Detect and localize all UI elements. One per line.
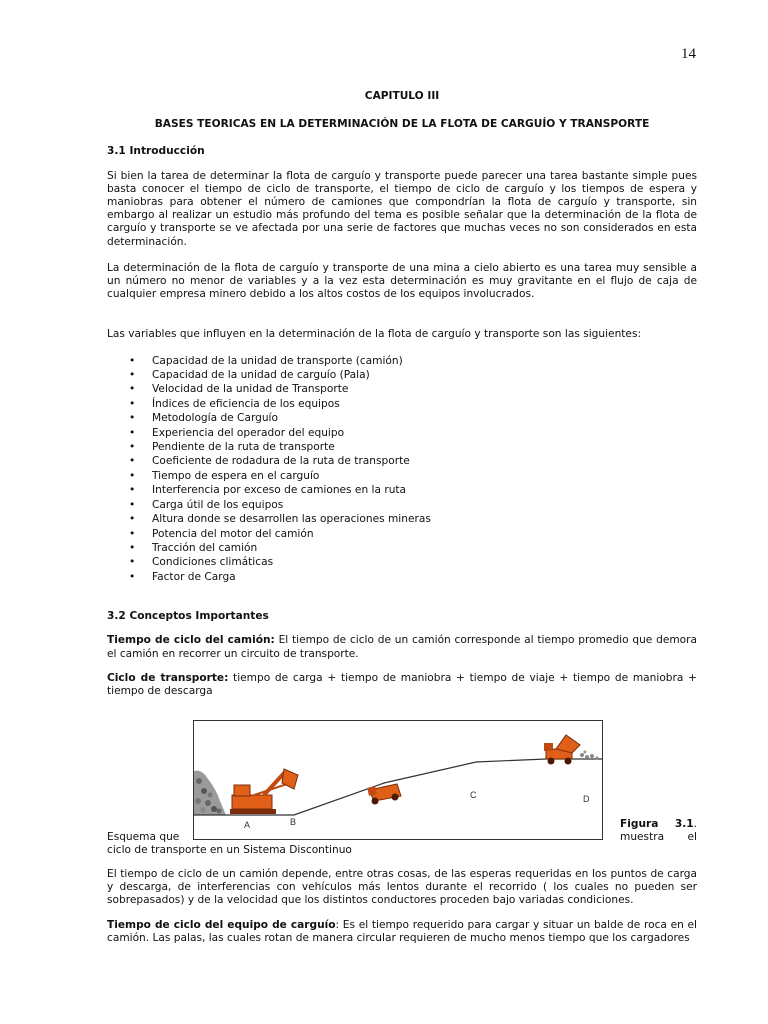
list-item: • Interferencia por exceso de camiones en la ruta [107,483,697,497]
definition-ciclo-carguio [107,919,697,945]
document-body-continued [107,868,697,956]
list-item: • Metodología de Carguío [107,411,697,425]
paragraph-intro-2: La determinación de la flota de carguío y transporte de una mina a cielo abierto es una tarea muy sensible a un número no menor de variables y a la vez esta determinación es muy gravitante en el flujo de caja de cualquier empresa minero debido a los altos costos de los equipos involucrados. [107,261,697,301]
section-heading-conceptos: 3.2 Conceptos Importantes [107,610,269,623]
list-item: • Coeficiente de rodadura de la ruta de transporte [107,454,697,468]
figure-caption-left [107,831,352,857]
definition-term: Tiempo de ciclo del camión: [107,634,275,647]
shovel-icon [230,769,298,814]
list-item: • Carga útil de los equipos [107,498,697,512]
haul-cycle-diagram [194,721,602,839]
definition-ciclo-camion [107,634,697,660]
document-body [107,90,697,709]
point-c-label: C [470,790,477,800]
figure-caption-right: Figura 3.1. muestra el [620,818,697,844]
variables-list [107,354,697,585]
list-item: • Condiciones climáticas [107,555,697,569]
definition-text: El tiempo de ciclo de un camión corresponde al tiempo promedio que demora el camión en recorrer un circuito de transporte. [107,634,698,660]
list-item: • Velocidad de la unidad de Transporte [107,382,697,396]
rock-pile-icon [194,771,226,815]
dump-truck-icon [544,735,599,765]
list-item: • Índices de eficiencia de los equipos [107,397,697,411]
list-item: • Tiempo de espera en el carguío [107,469,697,483]
list-item: • Pendiente de la ruta de transporte [107,440,697,454]
truck-icon [367,784,401,805]
figure-caption-word: el [687,831,697,844]
figure-caption-text: Esquema que [107,831,180,843]
definition-term: Ciclo de transporte: [107,671,229,684]
figure-caption-text: ciclo de transporte en un Sistema Discontinuo [107,844,352,857]
page-number: 14 [681,46,696,62]
paragraph-variables-lead: Las variables que influyen en la determinación de la flota de carguío y transporte son las siguientes: [107,328,642,341]
definition-ciclo-transporte [107,672,697,698]
definition-term: Tiempo de ciclo del equipo de carguío [107,918,336,931]
list-item: • Altura donde se desarrollen las operaciones mineras [107,512,697,526]
list-item: • Factor de Carga [107,570,697,584]
list-item: • Capacidad de la unidad de carguío (Pala) [107,368,697,382]
definition-text: tiempo de carga + tiempo de maniobra + tiempo de viaje + tiempo de maniobra + tiempo de descarga [107,671,697,697]
list-item: • Experiencia del operador del equipo [107,426,697,440]
list-item: • Potencia del motor del camión [107,527,697,541]
figure-caption-label: Figura [620,818,659,830]
figure-caption-word: muestra [620,831,665,844]
definition-text: : Es el tiempo requerido para cargar y situar un balde de roca en el camión. Las palas, las cuales rotan de manera circular requieren de mucho menos tiempo que los cargadores [107,918,697,944]
list-item: • Tracción del camión [107,541,697,555]
section-heading-introduccion: 3.1 Introducción [107,145,205,158]
chapter-heading: CAPITULO III [364,90,440,102]
haul-cycle-figure [193,720,603,840]
paragraph-cycle-dependence: El tiempo de ciclo de un camión depende, entre otras cosas, de las esperas requeridas en los puntos de carga y descarga, de interferencias con vehículos más lentos durante el recorrido ( los cuales no pueden ser sobrepasados) y de la velocidad que los distintos conductores proceden bajo variadas condiciones. [107,868,697,907]
point-b-label: B [290,817,297,827]
point-d-label: D [583,794,590,804]
point-a-label: A [244,820,251,830]
paragraph-intro-1: Si bien la tarea de determinar la flota de carguío y transporte puede parecer una tarea bastante simple pues basta conocer el tiempo de ciclo de transporte, el tiempo de ciclo de carguío y los tiempos de espera y maniobras para obtener el número de camiones que compondrían la flota de carguío y transporte, sin embargo al realizar un estudio más profundo del tema es posible señalar que la determinación de la flota de carguío y transporte se ve afectada por una serie de factores que muchas veces no son considerados en esta determinación. [107,169,697,248]
chapter-title: BASES TEORICAS EN LA DETERMINACIÓN DE LA FLOTA DE CARGUÍO Y TRANSPORTE [154,118,650,131]
figure-caption-number: 3.1 [674,818,694,830]
list-item: • Capacidad de la unidad de transporte (camión) [107,354,697,368]
